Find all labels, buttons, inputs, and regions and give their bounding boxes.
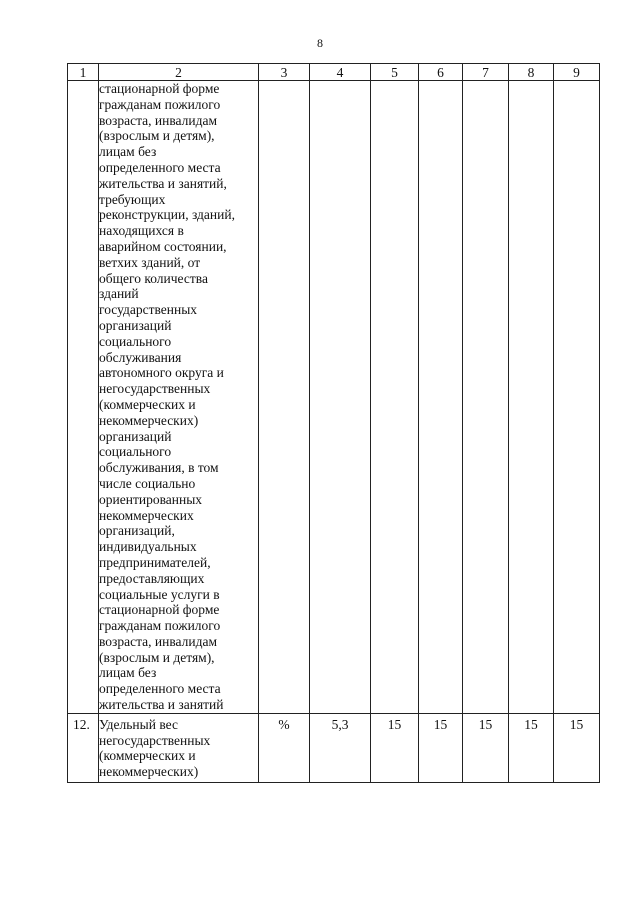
header-col-7: 7 [463,64,509,81]
row-12-col-8: 15 [509,713,554,782]
header-col-3: 3 [259,64,310,81]
row-12-col-9: 15 [554,713,600,782]
cell-empty-9 [554,81,600,714]
header-col-5: 5 [371,64,419,81]
row-12-unit: % [259,713,310,782]
row-12-col-5: 15 [371,713,419,782]
table-header-row [68,64,600,81]
row-12-col-6: 15 [419,713,463,782]
cell-row-number [68,81,99,714]
row-12-col-7: 15 [463,713,509,782]
header-col-4: 4 [310,64,371,81]
header-col-9: 9 [554,64,600,81]
header-col-8: 8 [509,64,554,81]
cell-empty-4 [310,81,371,714]
row-12-number: 12. [68,713,99,782]
cell-empty-7 [463,81,509,714]
cell-empty-5 [371,81,419,714]
page-number: 8 [317,36,323,50]
table-row-continuation [68,81,600,714]
header-col-2: 2 [99,64,259,81]
row-12-indicator-name: Удельный вес негосударственных (коммерческих и некоммерческих) [99,713,259,782]
cell-empty-3 [259,81,310,714]
indicator-name-continuation: стационарной форме гражданам пожилого возраста, инвалидам (взрослым и детям), лицам без определенного места жительства и занятий, требующих реконструкции, зданий, находящихся в аварийном состоянии, ветхих зданий, от общего количества зданий государственных организаций социального обслуживания автономного округа и негосударственных (коммерческих и некоммерческих) организаций социального обслуживания, в том числе социально ориентированных некоммерческих организаций, индивидуальных предпринимателей, предоставляющих социальные услуги в стационарной форме гражданам пожилого возраста, инвалидам (взрослым и детям), лицам без определенного места жительства и занятий [99,81,259,714]
cell-empty-8 [509,81,554,714]
header-col-6: 6 [419,64,463,81]
indicator-table [67,63,600,783]
row-12-col-4: 5,3 [310,713,371,782]
header-col-1: 1 [68,64,99,81]
cell-empty-6 [419,81,463,714]
table-row-12 [68,713,600,782]
